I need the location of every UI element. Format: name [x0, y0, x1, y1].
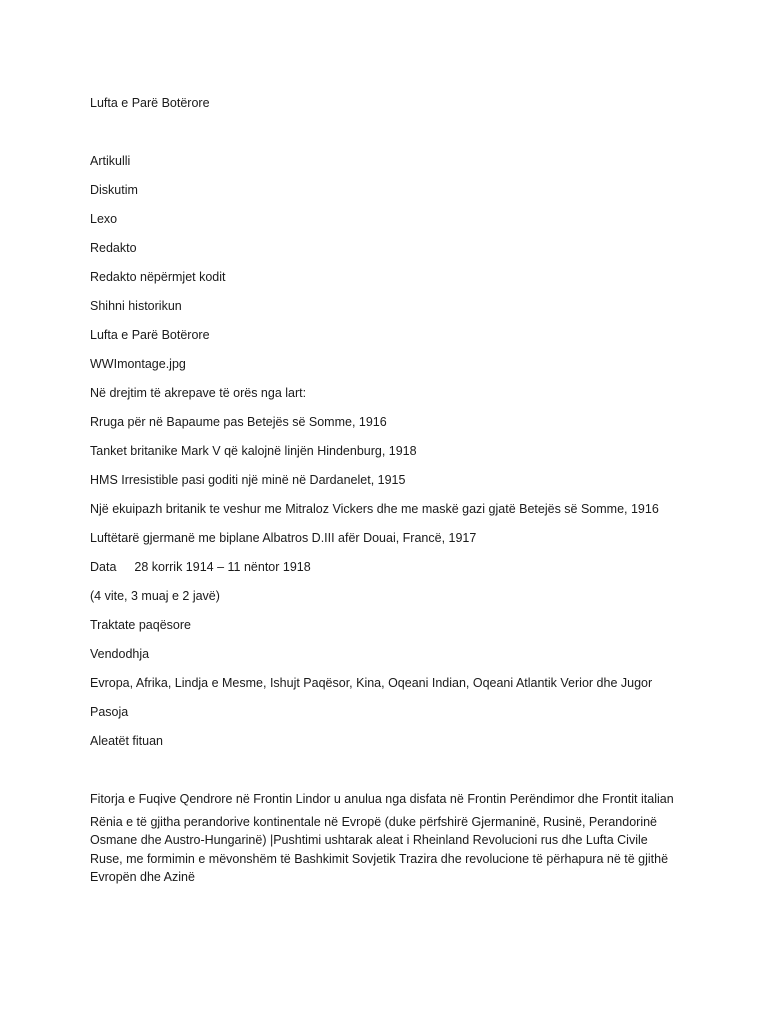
infobox-result-label: Pasoja: [90, 705, 129, 719]
infobox-heading: Lufta e Parë Botërore: [90, 328, 210, 342]
infobox-caption: Një ekuipazh britanik te veshur me Mitraloz Vickers dhe me maskë gazi gjatë Betejës së Somme, 1916: [90, 502, 659, 516]
infobox-date-label: Data: [90, 560, 117, 574]
infobox-caption: Rruga për në Bapaume pas Betejës së Somme, 1916: [90, 415, 387, 429]
infobox-date-value: 28 korrik 1914 – 11 nëntor 1918: [134, 560, 311, 574]
infobox-duration: (4 vite, 3 muaj e 2 javë): [90, 589, 220, 603]
nav-item-discussion[interactable]: Diskutim: [90, 183, 138, 197]
nav-item-article[interactable]: Artikulli: [90, 154, 131, 168]
nav-item-read[interactable]: Lexo: [90, 212, 118, 226]
infobox-location-value: Evropa, Afrika, Lindja e Mesme, Ishujt Paqësor, Kina, Oqeani Indian, Oqeani Atlantik Verior dhe Jugor: [90, 676, 653, 690]
infobox-date-row: [90, 559, 690, 575]
body-paragraph: Fitorja e Fuqive Qendrore në Frontin Lindor u anulua nga disfata në Frontin Perëndimor dhe Frontit italian: [90, 792, 674, 806]
infobox-treaties-label: Traktate paqësore: [90, 618, 191, 632]
document-page: [90, 95, 690, 887]
infobox-caption: HMS Irresistible pasi goditi një minë në Dardanelet, 1915: [90, 473, 406, 487]
document-title: Lufta e Parë Botërore: [90, 96, 210, 110]
nav-item-edit-source[interactable]: Redakto nëpërmjet kodit: [90, 270, 226, 284]
body-paragraph: Rënia e të gjitha perandorive kontinentale në Evropë (duke përfshirë Gjermaninë, Rusinë, Perandorinë Osmane dhe Austro-Hungarinë) |Pushtimi ushtarak aleat i Rheinland Revolucioni rus dhe Lufta Civile Ruse, me formimin e mëvonshëm të Bashkimit Sovjetik Trazira dhe revolucione të përhapura në të gjithë Evropën dhe Azinë: [90, 814, 669, 884]
infobox-image-name[interactable]: WWImontage.jpg: [90, 357, 186, 371]
nav-item-edit[interactable]: Redakto: [90, 241, 137, 255]
infobox-caption: Tanket britanike Mark V që kalojnë linjën Hindenburg, 1918: [90, 444, 417, 458]
infobox-location-label: Vendodhja: [90, 647, 150, 661]
infobox-caption-intro: Në drejtim të akrepave të orës nga lart:: [90, 386, 307, 400]
infobox-caption: Luftëtarë gjermanë me biplane Albatros D.III afër Douai, Francë, 1917: [90, 531, 477, 545]
infobox-result-value: Aleatët fituan: [90, 734, 163, 748]
nav-item-history[interactable]: Shihni historikun: [90, 299, 182, 313]
